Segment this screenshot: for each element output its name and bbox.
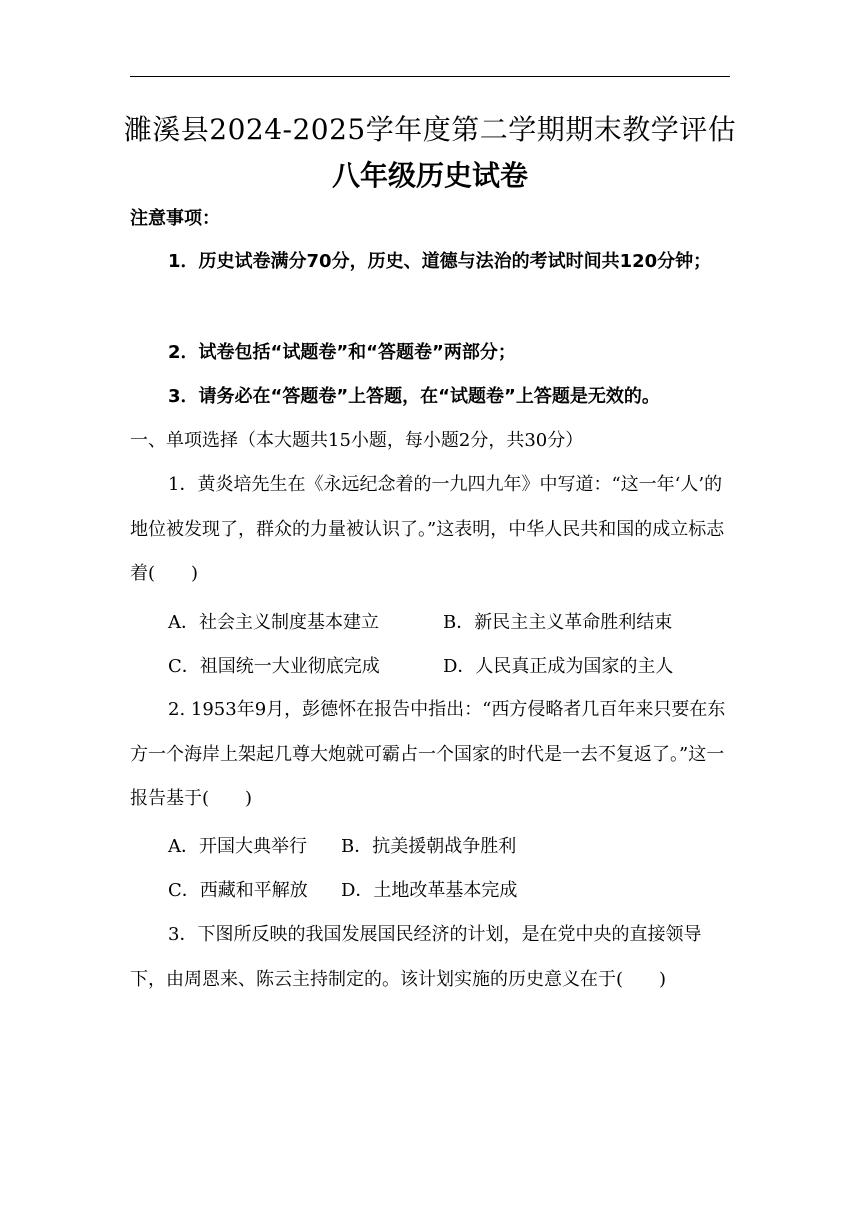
notice-item-3: 3．请务必在“答题卷”上答题，在“试题卷”上答题是无效的。 bbox=[168, 386, 660, 407]
question-2-option-d: D．土地改革基本完成 bbox=[341, 880, 518, 901]
header-rule bbox=[130, 76, 730, 77]
notice-heading: 注意事项： bbox=[130, 208, 220, 229]
question-3-stem: 3．下图所反映的我国发展国民经济的计划，是在党中央的直接领导下，由周恩来、陈云主持制定的。该计划实施的历史意义在于( ) bbox=[130, 924, 702, 990]
notice-item-2: 2．试卷包括“试题卷”和“答题卷”两部分； bbox=[168, 342, 516, 363]
exam-subtitle: 八年级历史试卷 bbox=[331, 159, 528, 192]
exam-title: 濉溪县2024-2025学年度第二学期期末教学评估 bbox=[123, 113, 737, 146]
question-1-option-d: D．人民真正成为国家的主人 bbox=[443, 656, 674, 677]
question-1-option-c: C．祖国统一大业彻底完成 bbox=[168, 656, 380, 677]
notice-item-1: 1．历史试卷满分70分，历史、道德与法治的考试时间共120分钟； bbox=[168, 251, 712, 272]
question-1-option-b: B．新民主主义革命胜利结束 bbox=[443, 612, 673, 633]
question-1-stem: 1．黄炎培先生在《永远纪念着的一九四九年》中写道：“这一年‘人’的地位被发现了，群众的力量被认识了。”这表明，中华人民共和国的成立标志着( ) bbox=[130, 474, 725, 584]
question-2-option-b: B．抗美援朝战争胜利 bbox=[341, 836, 517, 857]
section-heading: 一、单项选择（本大题共15小题，每小题2分，共30分） bbox=[130, 430, 584, 451]
question-1-option-a: A．社会主义制度基本建立 bbox=[168, 612, 379, 633]
question-2-option-a: A．开国大典举行 bbox=[168, 836, 307, 857]
question-2-option-c: C．西藏和平解放 bbox=[168, 880, 308, 901]
question-2-stem: 2. 1953年9月，彭德怀在报告中指出：“西方侵略者几百年来只要在东方一个海岸上架起几尊大炮就可霸占一个国家的时代是一去不复返了。”这一报告基于( ) bbox=[130, 699, 726, 809]
